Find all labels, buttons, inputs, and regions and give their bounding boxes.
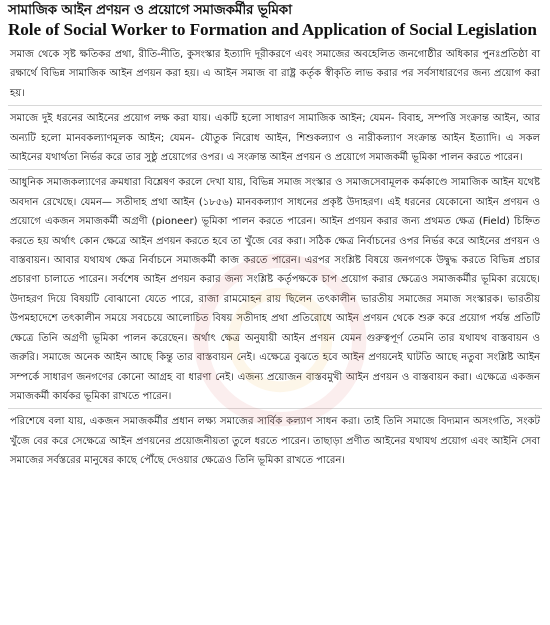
divider — [8, 408, 542, 409]
title-bengali: সামাজিক আইন প্রণয়ন ও প্রয়োগে সমাজকর্মীর ভূমিকা — [8, 2, 292, 18]
paragraph-conclusion: পরিশেষে বলা যায়, একজন সমাজকর্মীর প্রধান লক্ষ্য সমাজের সার্বিক কল্যাণ সাধন করা। তাই তিনি সমাজে বিদ্যমান অসংগতি, সংকট খুঁজে বের করে সেক্ষেত্রে আইন প্রণয়নের প্রয়োজনীয়তা তুলে ধরতে পারেন। তাছাড়া প্রণীত আইনের যথাযথ প্রয়োগ এবং আইনি সেবা সমাজের সর্বস্তরের মানুষের কাছে পৌঁছে দেওয়ার ক্ষেত্রেও তিনি ভূমিকা রাখতে পারেন। — [10, 416, 540, 467]
paragraph-law-types: সমাজে দুই ধরনের আইনের প্রয়োগ লক্ষ করা যায়। একটি হলো সাধারণ সামাজিক আইন; যেমন- বিবাহ, সম্পত্তি সংক্রান্ত আইন, আর অন্যটি হলো মানবকল্যাণমূলক আইন; যেমন- যৌতুক নিরোধ আইন, শিশুকল্যাণ ও নারীকল্যাণ সংক্রান্ত আইন ইত্যাদি। এ সকল আইনের যথার্থতা নির্ভর করে তার সুষ্ঠু প্রয়োগের ওপর। এ সংক্রান্ত আইন প্রণয়ন ও প্রয়োগে সমাজকর্মী ভূমিকা পালন করতে পারেন। — [10, 113, 540, 164]
divider — [8, 169, 542, 170]
paragraph-intro: সমাজ থেকে সৃষ্ট ক্ষতিকর প্রথা, রীতি-নীতি, কুসংস্কার ইত্যাদি দূরীকরণে এবং সমাজের অবহেলিত জনগোষ্ঠীর অধিকার পুনঃপ্রতিষ্ঠা বা রক্ষার্থে বিভিন্ন সামাজিক আইন প্রণয়ন করা হয়। এ আইন সমাজ বা রাষ্ট্র কর্তৃক স্বীকৃতি লাভ করার পর সর্বসাধারণের জন্য প্রয়োগ করা হয়। — [10, 49, 540, 99]
paragraph-role-details: আধুনিক সমাজকল্যাণের ক্রমধারা বিশ্লেষণ করলে দেখা যায়, বিভিন্ন সমাজ সংস্কার ও সমাজসেবামূলক কর্মকাণ্ডে সামাজিক আইন যথেষ্ট অবদান রেখেছে। যেমন— সতীদাহ প্রথা আইন (১৮৫৬) মানবকল্যাণ সাধনের প্রকৃষ্ট উদাহরণ। এই ধরনের যেকোনো আইন প্রণয়ন ও প্রয়োগে একজন সমাজকর্মী অগ্রণী (pioneer) ভূমিকা পালন করতে পারেন। আইন প্রণয়ন করার জন্য প্রথমত ক্ষেত্র (Field) চিহ্নিত করতে হয় অর্থাৎ কোন ক্ষেত্রে আইন প্রণয়ন করতে হবে তা খুঁজে বের করা। সঠিক ক্ষেত্র নির্বাচনের ওপর নির্ভর করে আইনের প্রণয়ন ও বাস্তবায়ন। আবার যথাযথ ক্ষেত্র নির্বাচনে সমাজকর্মী কাজ করতে পারেন। এরপর সংশ্লিষ্ট বিষয়ে জনগণকে উদ্বুদ্ধ করতে বিভিন্ন প্রচার প্রচারণা চালাতে পারেন। সর্বশেষ আইন প্রণয়ন করার জন্য সংশ্লিষ্ট কর্তৃপক্ষকে চাপ প্রয়োগ করার ক্ষেত্রেও সমাজকর্মীর ভূমিকা রয়েছে। উদাহরণ দিয়ে বিষয়টি বোঝানো যেতে পারে, রাজা রামমোহন রায় ছিলেন তৎকালীন ভারতীয় সমাজের সমাজ সংস্কারক। ভারতীয় উপমহাদেশে তৎকালীন সময়ে সবচেয়ে আলোচিত বিষয় সতীদাহ প্রথা প্রতিরোধে আইন প্রণয়ন থেকে শুরু করে প্রয়োগ পর্যন্ত প্রতিটি ক্ষেত্রে তিনি অগ্রণী ভূমিকা পালন করেছেন। অর্থাৎ ক্ষেত্র অনুযায়ী আইন প্রণয়ন যেমন গুরুত্বপূর্ণ তেমনি তার যথাযথ বাস্তবায়ন ও জরুরি। সমাজে অনেক আইন আছে কিন্তু তার বাস্তবায়ন নেই। এক্ষেত্রে বুঝতে হবে আইন প্রণয়নেই ঘাটতি আছে নতুবা সংশ্লিষ্ট আইন সম্পর্কে সাধারণ জনগণের কোনো আগ্রহ বা ধারণা নেই। এজন্য প্রয়োজন বাস্তবমুখী আইন প্রণয়ন ও বাস্তবায়ন করা। এক্ষেত্রে একজন সমাজকর্মী কার্যকর ভূমিকা রাখতে পারেন। — [10, 177, 540, 402]
divider — [8, 105, 542, 106]
title-english: Role of Social Worker to Formation and Application of Social Legislation — [8, 20, 537, 39]
